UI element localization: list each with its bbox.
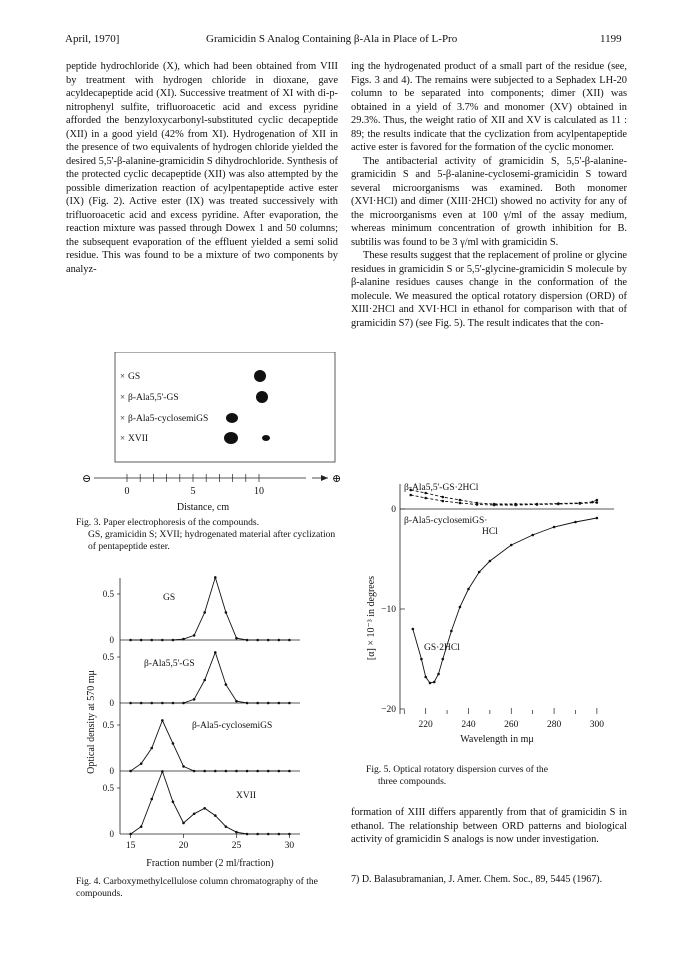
- fig3-lane-marker: ×: [120, 433, 126, 443]
- fig5-series-line: [413, 518, 597, 683]
- running-header-title: Gramicidin S Analog Containing β-Ala in Place of L-Pro: [206, 33, 458, 45]
- fig4-point: [182, 765, 185, 768]
- fig3-lane-label: GS: [128, 372, 141, 382]
- fig5-ord-curves: [352, 478, 627, 760]
- fig4-point: [193, 812, 196, 815]
- fig3-tick-label: 10: [254, 486, 264, 497]
- fig4-point: [129, 702, 132, 705]
- fig4-caption: [76, 876, 336, 900]
- fig5-point: [429, 682, 432, 685]
- right-column-bottom: [351, 806, 627, 847]
- fig4-panel-label: GS: [163, 593, 176, 603]
- fig4-point: [214, 576, 217, 579]
- fig4-point: [246, 833, 249, 836]
- fig4-point: [140, 762, 143, 765]
- fig4-xtick-label: 20: [178, 841, 189, 851]
- fig4-point: [193, 770, 196, 773]
- fig5-series-line: [411, 495, 597, 505]
- page-number: 1199: [600, 33, 622, 45]
- fig3-spot: [226, 413, 238, 423]
- fig4-ytick-0: 0: [109, 829, 114, 839]
- fig5-label-dimer: β-Ala5,5'-GS·2HCl: [404, 483, 479, 493]
- fig5-xtick-label: 300: [589, 720, 605, 730]
- fig4-point: [214, 814, 217, 817]
- fig4-ytick-05: 0.5: [102, 652, 114, 662]
- fig5-point: [467, 588, 470, 591]
- fig4-point: [140, 702, 143, 705]
- reference-7: 7) D. Balasubramanian, J. Amer. Chem. Soc., 89, 5445 (1967).: [351, 874, 603, 885]
- fig5-point: [578, 502, 581, 505]
- fig4-xtick-label: 25: [231, 841, 242, 851]
- fig3-spot: [262, 435, 270, 441]
- fig3-axis: [94, 474, 328, 497]
- fig4-panel-label: β-Ala5,5'-GS: [144, 659, 195, 669]
- fig4-point: [278, 702, 281, 705]
- fig4-point: [172, 639, 175, 642]
- fig4-xtick-label: 15: [125, 841, 136, 851]
- fig4-point: [150, 702, 153, 705]
- fig5-point: [459, 606, 462, 609]
- fig4-point: [140, 825, 143, 828]
- fig5-point: [424, 497, 427, 500]
- fig3-paper-strip: [115, 352, 335, 462]
- fig4-point: [172, 702, 175, 705]
- fig4-panel-label: β-Ala5-cyclosemiGS: [192, 721, 273, 731]
- fig5-point: [424, 676, 427, 679]
- fig3-caption-title: Fig. 3. Paper electrophoresis of the compounds.: [76, 517, 260, 528]
- fig4-point: [225, 611, 228, 614]
- fig4-series-line: [131, 577, 290, 640]
- fig4-point: [172, 742, 175, 745]
- fig4-point: [150, 747, 153, 750]
- fig5-label-gs: GS·2HCl: [424, 643, 460, 653]
- fig4-point: [267, 702, 270, 705]
- fig4-ylabel: Optical density at 570 mμ: [86, 670, 97, 774]
- right-paragraph-4: formation of XIII differs apparently from that of gramicidin S in ethanol. The relationship between ORD patterns and biological activity of gramicidin S analogs is now under investigation.: [351, 807, 627, 845]
- fig4-point: [256, 702, 259, 705]
- fig3-tick-label: 5: [190, 486, 196, 497]
- fig4-point: [246, 702, 249, 705]
- fig5-label-monomer-hcl: HCl: [482, 527, 498, 537]
- fig4-point: [182, 638, 185, 641]
- fig3-lane-label: XVII: [128, 434, 149, 444]
- fig5-ytick-label: −10: [381, 605, 396, 615]
- fig3-caption: [76, 517, 338, 553]
- fig4-point: [193, 698, 196, 701]
- fig3-plus-electrode: ⊕: [332, 473, 342, 485]
- fig5-xlabel: Wavelength in mμ: [460, 734, 534, 745]
- fig4-point: [172, 801, 175, 804]
- fig4-point: [288, 702, 291, 705]
- fig5-point: [459, 502, 462, 505]
- fig4-point: [235, 831, 238, 834]
- fig4-xtick-label: 30: [284, 841, 295, 851]
- fig4-point: [214, 651, 217, 654]
- fig4-point: [203, 679, 206, 682]
- fig4-point: [235, 637, 238, 640]
- fig5-point: [493, 504, 496, 507]
- fig5-xtick-label: 240: [461, 720, 476, 730]
- fig4-point: [225, 770, 228, 773]
- fig4-chromatography: [78, 572, 318, 874]
- fig3-minus-electrode: ⊖: [82, 473, 92, 485]
- fig4-ytick-05: 0.5: [102, 720, 114, 730]
- fig4-point: [129, 639, 132, 642]
- fig3-caption-body: GS, gramicidin S; XVII; hydrogenated material after cyclization of pentapeptide ester.: [88, 529, 336, 552]
- fig4-point: [225, 683, 228, 686]
- fig4-point: [182, 822, 185, 825]
- fig4-caption-title: Fig. 4. Carboxymethylcellulose column chromatography of the compounds.: [76, 876, 318, 899]
- fig4-point: [267, 639, 270, 642]
- left-paragraph: peptide hydrochloride (X), which had been obtained from VIII by treatment with hydrogen chloride in dioxane, gave acyldecapeptide acid (XI). Successive treatment of XI with di-p-nitrophenyl sulfite, trifluoroacetic acid and excess pyridine afforded the benzyloxycarbonyl-substituted cyclic decapeptide (XII) in a good yield (42% from XI). Hydrogenation of XII in the presence of two equivalents of hydrogen chloride yielded the desired 5,5'-β-alanine-gramicidin S dihydrochloride. Synthesis of the protected cyclic decapeptide (XII) was also attempted by the possible dimerization reaction of acylpentapeptide active ester (IX) (Fig. 2). Active ester (IX) was treated successively with trifluoroacetic acid and excess pyridine. After evaporation, the reaction mixture was passed through Dowex 1 and 50 columns; the subsequent evaporation of the effluent yielded a semi solid residue. This was found to be a mixture of two components by analyz-: [66, 61, 338, 275]
- fig5-point: [433, 681, 436, 684]
- fig5-point: [442, 658, 445, 661]
- fig4-point: [256, 639, 259, 642]
- fig3-xlabel: Distance, cm: [176, 502, 230, 512]
- fig4-point: [278, 770, 281, 773]
- fig4-xlabel: Fraction number (2 ml/fraction): [146, 858, 274, 869]
- fig3-tick-label: 0: [124, 486, 130, 497]
- fig4-point: [246, 639, 249, 642]
- fig4-point: [203, 807, 206, 810]
- fig5-point: [409, 494, 412, 497]
- running-header-left: April, 1970]: [65, 33, 120, 45]
- fig5-point: [514, 504, 517, 507]
- fig4-ytick-05: 0.5: [102, 783, 114, 793]
- fig5-point: [489, 560, 492, 563]
- fig5-xtick-label: 220: [418, 720, 433, 730]
- fig3-spot: [224, 432, 238, 444]
- fig5-xtick-label: 260: [504, 720, 519, 730]
- fig4-point: [278, 833, 281, 836]
- fig4-point: [161, 719, 164, 722]
- fig4-point: [193, 634, 196, 637]
- fig4-point: [129, 770, 132, 773]
- fig5-point: [574, 521, 577, 524]
- fig5-ytick-label: 0: [391, 505, 396, 515]
- fig3-lane-marker: ×: [120, 371, 126, 381]
- fig4-point: [150, 639, 153, 642]
- fig5-point: [459, 499, 462, 502]
- fig4-point: [140, 639, 143, 642]
- fig5-point: [510, 544, 513, 547]
- fig5-point: [596, 517, 599, 520]
- fig3-spot: [254, 370, 266, 382]
- fig5-ylabel: [α] × 10⁻³ in degrees: [366, 575, 377, 661]
- fig3-lane-label: β-Ala5-cyclosemiGS: [128, 414, 209, 424]
- fig5-point: [412, 628, 415, 631]
- fig5-point: [450, 630, 453, 633]
- fig5-label-monomer: β-Ala5-cyclosemiGS·: [404, 516, 488, 526]
- fig4-panel-label: XVII: [236, 791, 257, 801]
- fig4-ytick-0: 0: [109, 635, 114, 645]
- fig4-point: [288, 639, 291, 642]
- fig4-ytick-05: 0.5: [102, 589, 114, 599]
- fig5-point: [596, 499, 599, 502]
- left-column-text: [66, 60, 338, 344]
- fig4-point: [256, 770, 259, 773]
- fig4-point: [214, 770, 217, 773]
- right-paragraph-2: The antibacterial activity of gramicidin S, 5,5'-β-alanine-gramicidin S and 5-β-alanine-cyclosemi-gramicidin S toward several microorganisms was examined. Both monomer (XVI·HCl) and dimer (XIII·2HCl) showed no activity for any of the microorganisms even at 100 γ/ml of the assay medium, whereas minimum concentration of growth inhibition for B. subtilis was found to be 3 γ/ml with gramicidin S.: [351, 155, 627, 248]
- fig4-point: [161, 770, 164, 773]
- fig5-ytick-label: −20: [381, 705, 396, 715]
- fig5-point: [553, 526, 556, 529]
- fig5-point: [536, 503, 539, 506]
- right-paragraph-3: These results suggest that the replacement of proline or glycine residues in gramicidin S or 5,5'-glycine-gramicidin S molecule by β-alanine residues causes change in the conformation of the molecule. We measured the optical rotatory dispersion (ORD) of XIII·2HCl and XVI·HCl in ethanol for comparison with that of gramicidin S7) (see Fig. 5). The result indicates that the con-: [351, 250, 627, 329]
- fig4-point: [161, 702, 164, 705]
- fig4-point: [161, 639, 164, 642]
- fig4-point: [288, 770, 291, 773]
- fig5-point: [420, 658, 423, 661]
- fig4-point: [150, 798, 153, 801]
- fig5-caption: [366, 764, 628, 788]
- fig3-spot: [256, 391, 268, 403]
- fig4-point: [235, 700, 238, 703]
- right-column-top: [351, 60, 627, 330]
- fig4-point: [256, 833, 259, 836]
- fig3-lane-marker: ×: [120, 413, 126, 423]
- fig5-point: [596, 501, 599, 504]
- fig5-caption-body: three compounds.: [378, 776, 447, 787]
- fig5-point: [531, 534, 534, 537]
- fig5-xtick-label: 280: [546, 720, 562, 730]
- fig5-caption-title: Fig. 5. Optical rotatory dispersion curves of the: [366, 764, 548, 775]
- fig4-ytick-0: 0: [109, 766, 114, 776]
- fig5-point: [557, 503, 560, 506]
- fig3-lane-label: β-Ala5,5'-GS: [128, 393, 179, 403]
- fig4-point: [203, 611, 206, 614]
- fig4-ytick-0: 0: [109, 698, 114, 708]
- fig3-electrophoresis: [60, 352, 350, 512]
- fig5-point: [478, 571, 481, 574]
- right-paragraph-1: ing the hydrogenated product of a small part of the residue (see, Figs. 3 and 4). The remains were subjected to a Sephadex LH-20 column to be separated into components; dimer (XII) was obtained in a yield of 3.7% and monomer (XV) obtained in 29.3%. Thus, the weight ratio of XII and XV is calculated as 11 : 89; the results indicate that the cyclization from acylpentapeptide active ester is favored for the formation of the cyclic monomer.: [351, 61, 627, 153]
- fig5-point: [437, 673, 440, 676]
- fig4-point: [278, 639, 281, 642]
- fig3-lane-marker: ×: [120, 392, 126, 402]
- fig4-point: [267, 770, 270, 773]
- fig5-point: [476, 503, 479, 506]
- fig4-series-line: [131, 771, 290, 834]
- fig4-point: [267, 833, 270, 836]
- fig4-point: [182, 702, 185, 705]
- fig4-point: [246, 770, 249, 773]
- fig5-point: [442, 496, 445, 499]
- fig4-point: [203, 770, 206, 773]
- fig5-point: [442, 500, 445, 503]
- fig4-point: [235, 770, 238, 773]
- fig4-point: [225, 825, 228, 828]
